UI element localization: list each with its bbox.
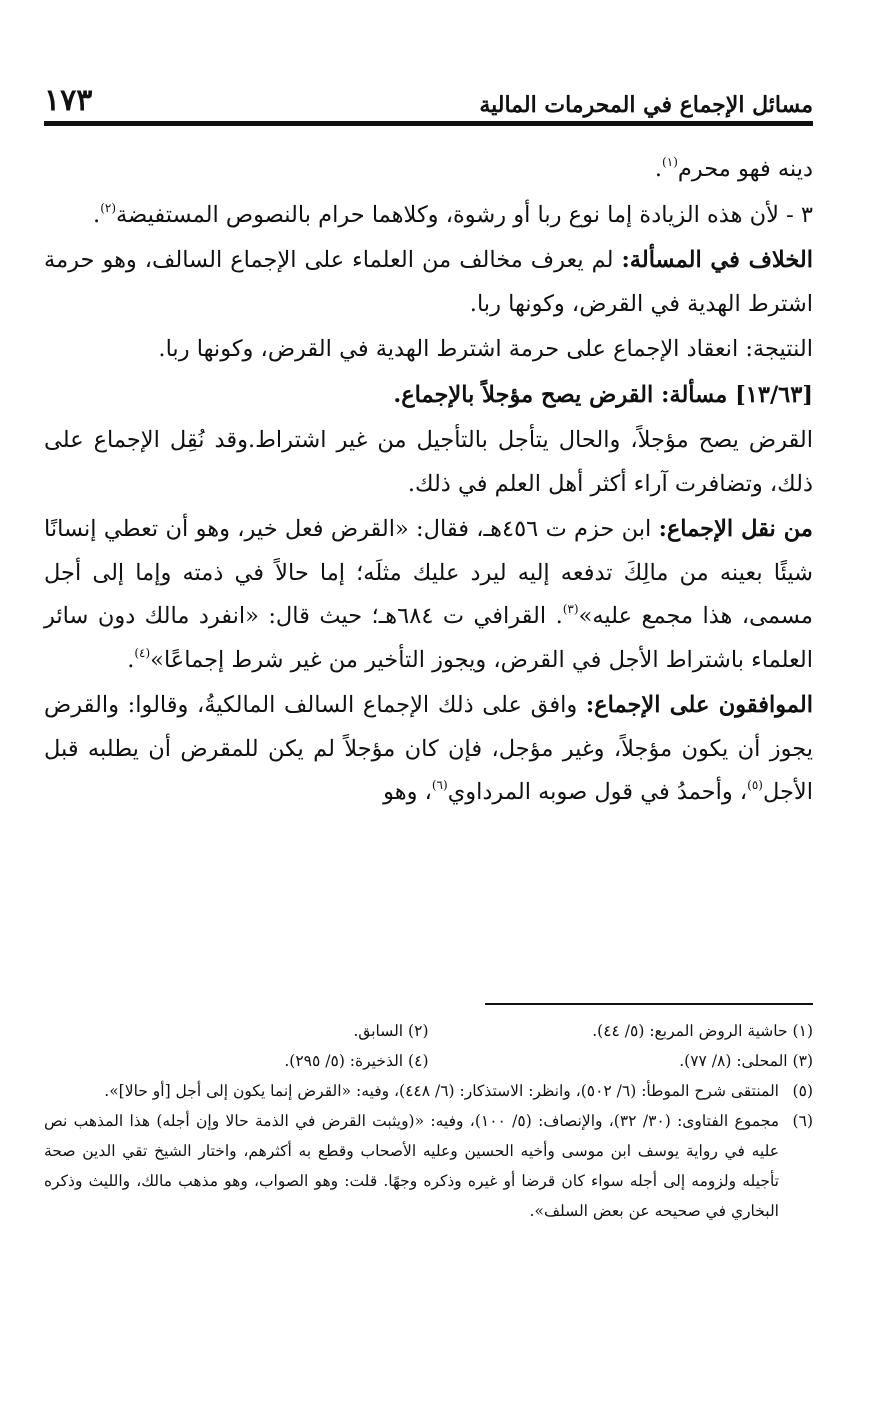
main-text [44,148,813,817]
paragraph-consensus-reporters [44,508,813,682]
footnote-text: السابق. [353,1022,404,1040]
paragraph-text: ، وأحمدُ في قول صوبه المرداوي [447,779,748,805]
footnote-row [44,1046,813,1076]
footnote-ref: (٤) [134,645,151,660]
paragraph-agreers [44,684,813,815]
footnote-number: (٦) [792,1112,813,1130]
footnote-row [44,1016,813,1046]
footnote-text: الذخيرة: (٥/ ٢٩٥). [284,1052,404,1070]
footnote-text: المنتقى شرح الموطأ: (٦/ ٥٠٢)، وانظر: الاستذكار: (٦/ ٤٤٨)، وفيه: «القرض إنما يكون إلى أجل [أو حالا]». [104,1082,779,1100]
footnote-4 [44,1046,429,1076]
paragraph-text: القرض يصح مؤجلاً، والحال يتأجل بالتأجيل من غير اشتراط.وقد نُقِل الإجماع على ذلك، وتضافرت آراء أكثر أهل العلم في ذلك. [44,427,813,497]
footnote-text: المحلى: (٨/ ٧٧). [679,1052,788,1070]
paragraph-text: ، وهو [383,779,432,805]
punctuation: . [654,156,663,182]
paragraph-dispute [44,239,813,326]
footnote-rule [485,1003,813,1005]
paragraph-2 [44,194,813,238]
footnote-6 [44,1106,813,1226]
footnote-number: (٣) [792,1052,813,1070]
footnote-number: (١) [792,1022,813,1040]
footnote-5 [44,1076,813,1106]
footnote-ref: (٣) [562,602,579,616]
footnote-ref: (١) [662,155,678,169]
paragraph-text: . القرافي ت ٦٨٤هـ؛ حيث قال: «انفرد مالك دون سائر العلماء باشتراط الأجل في القرض، ويجوز التأخير من غير شرط إجماعًا» [44,603,813,673]
paragraph-text: ٣ - لأن هذه الزيادة إما نوع ربا أو رشوة، وكلاهما حرام بالنصوص المستفيضة [116,201,813,228]
header-rule [44,121,813,126]
footnote-text: مجموع الفتاوى: (٣٠/ ٣٢)، والإنصاف: (٥/ ١٠٠)، وفيه: «(ويثبت القرض في الذمة حالا وإن أجله) هذا المذهب نص عليه في رواية يوسف ابن موسى وأخيه الحسين وعليه الأصحاب وقطع به أكثرهم، واختار الشيخ تقي الدين صحة تأجيله ولزومه إلى أجله سواء كان قرضا أو غيره وذكره وجهًا. قلت: وهو الصواب، وهو مذهب مالك، والليث وذكره البخاري في صحيحه عن بعض السلف». [44,1112,780,1220]
footnote-number: (٢) [408,1022,429,1040]
footnotes [44,1016,813,1226]
footnote-number: (٤) [408,1052,429,1070]
paragraph-text: وافق على ذلك الإجماع السالف المالكيةُ، وقالوا: والقرض يجوز أن يكون مؤجلاً، وغير مؤجل، فإن كان مؤجلاً لم يكن للمقرض أن يطلبه قبل الأجل [44,692,813,805]
running-title: مسائل الإجماع في المحرمات المالية [479,92,813,118]
footnote-text: حاشية الروض المربع: (٥/ ٤٤). [592,1022,788,1040]
paragraph-1 [44,148,813,192]
page-number: ١٧٣ [44,83,93,118]
paragraph-text: ابن حزم ت ٤٥٦هـ، فقال: «القرض فعل خير، وهو أن تعطي إنسانًا شيئًا بعينه من مالِكَ تدفعه إليه ليرد عليك مثلَه؛ إما حالاً في ذمته وإما إلى أجل مسمى، هذا مجمع عليه» [44,516,813,629]
paragraph-text: دينه فهو محرم [677,156,813,182]
paragraph-text: النتيجة: انعقاد الإجماع على حرمة اشترط الهدية في القرض، وكونها ربا. [158,336,813,362]
footnote-1 [429,1016,814,1046]
footnote-2 [44,1016,429,1046]
footnote-ref: (٦) [431,778,448,792]
section-label: الخلاف في المسألة: [621,247,813,273]
paragraph-text: لم يعرف مخالف من العلماء على الإجماع السالف، وهو حرمة اشترط الهدية في القرض، وكونها ربا. [44,247,813,317]
footnote-ref: (٥) [747,778,763,792]
punctuation: . [127,646,135,673]
issue-heading: [١٣/٦٣] مسألة: القرض يصح مؤجلاً بالإجماع. [393,381,813,408]
footnote-number: (٥) [792,1082,813,1100]
section-label: الموافقون على الإجماع: [585,692,814,718]
footnote-ref: (٢) [100,200,117,215]
paragraph-result [44,328,813,372]
page-header [44,70,813,118]
punctuation: . [93,201,101,228]
footnote-3 [429,1046,814,1076]
paragraph-intro [44,419,813,506]
section-label: من نقل الإجماع: [658,516,813,542]
